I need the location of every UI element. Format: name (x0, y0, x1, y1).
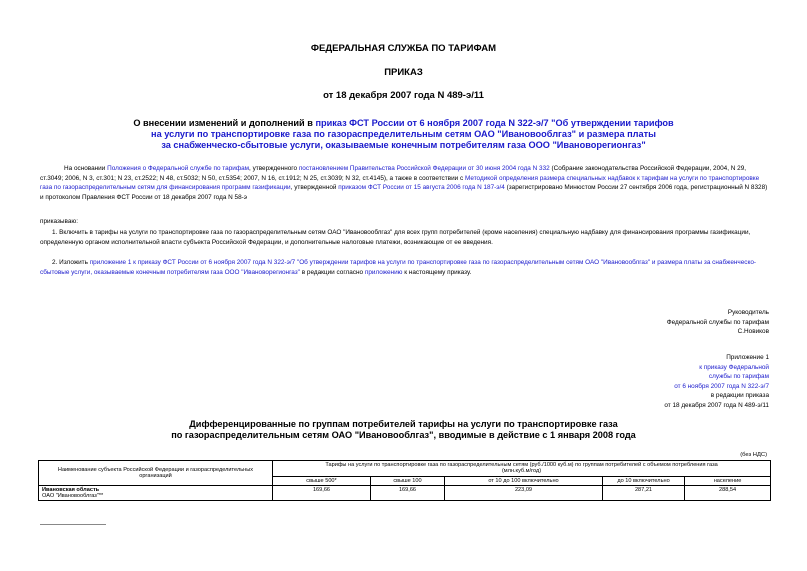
signature-block (667, 308, 769, 337)
table-title-line: Дифференцированные по группам потребителей тарифы на услуги по транспортировке газа (189, 419, 618, 429)
title-line-2[interactable]: на услуги по транспортировке газа по газораспределительным сетям ОАО "Ивановооблгаз" и размера платы (151, 129, 656, 139)
appendix-edition: в редакции приказа (710, 392, 769, 400)
table-header-row (39, 461, 771, 477)
appendix-link[interactable]: службы по тарифам (708, 373, 769, 381)
col-header: от 10 до 100 включительно (445, 476, 603, 485)
preamble-text: , утвержденной (290, 184, 339, 192)
title-link[interactable]: приказ ФСТ России от 6 ноября 2007 года N 322-э/7 "Об утверждении тарифов (315, 118, 674, 128)
doc-type: ПРИКАЗ (384, 67, 423, 78)
tariff-value: 169,66 (273, 486, 371, 501)
order-word: приказываю: (40, 218, 78, 225)
tariff-value: 169,66 (371, 486, 445, 501)
tariff-value: 223,09 (445, 486, 603, 501)
appendix-block (664, 353, 769, 411)
tariff-value: 288,54 (685, 486, 771, 501)
header-tariffs (273, 461, 771, 477)
item-2 (40, 258, 770, 277)
preamble-link-order[interactable]: приказом ФСТ России от 15 августа 2006 года N 187-э/4 (338, 184, 505, 192)
col-header: свыше 500* (273, 476, 371, 485)
preamble (40, 164, 770, 202)
signature-name: С.Новиков (737, 328, 769, 336)
doc-date-number: от 18 декабря 2007 года N 489-э/11 (323, 90, 484, 101)
vat-note: (без НДС) (740, 452, 767, 458)
preamble-text: , утвержденного (249, 165, 299, 172)
preamble-text: (Собрание законодательства Российской Федерации, 2004, N 29, ст.3049; 2006, N 3, ст.301; N 23, ст.2522; N 48, ст.5032; N 50, ст.5354; 2007, N 16, ст.1912; N 25, ст.3039; N 32, ст.4145), а также в соответствии с (40, 165, 747, 182)
title-line-1 (0, 118, 807, 129)
row-subject (39, 486, 273, 501)
doc-title (0, 118, 807, 151)
preamble-text: На основании (64, 165, 108, 172)
appendix-link[interactable]: от 6 ноября 2007 года N 322-э/7 (674, 382, 769, 390)
item-2-text: к настоящему приказу. (402, 268, 472, 276)
preamble-link-regulation[interactable]: Положения о Федеральной службе по тарифам (107, 165, 250, 172)
agency-name: ФЕДЕРАЛЬНАЯ СЛУЖБА ПО ТАРИФАМ (310, 43, 497, 54)
title-prefix: О внесении изменений и дополнений в (133, 118, 316, 128)
region-name: Ивановская область (42, 487, 100, 493)
header-tariffs-text: Тарифы на услуги по транспортировке газа по газораспределительным сетям (руб./1000 куб.м) по группам потребителей с объемом потребления газа (325, 462, 718, 469)
preamble-link-resolution[interactable]: постановлением Правительства Российской Федерации от 30 июня 2004 года N 332 (298, 165, 550, 172)
org-name: ОАО "Ивановооблгаз"** (42, 493, 104, 499)
appendix-edition-date: от 18 декабря 2007 года N 489-э/11 (664, 401, 769, 409)
item-2-link-attachment[interactable]: приложению (364, 268, 403, 276)
table-title-line: по газораспределительным сетям ОАО "Ивановооблгаз", вводимые в действие с 1 января 2008 года (171, 430, 636, 440)
header-subject: Наименование субъекта Российской Федерации и газораспределительных организаций (39, 461, 273, 486)
appendix-link[interactable]: к приказу Федеральной (699, 363, 769, 371)
table-row (39, 486, 771, 501)
title-line-3[interactable]: за снабженческо-сбытовые услуги, оказываемые конечным потребителям газа ООО "Ивановорегионгаз" (161, 140, 646, 150)
preamble-link-methodology[interactable]: Методикой определения размера специальных надбавок к тарифам на услуги по транспортировке газа по газораспределительным сетям для финансирования программ газификации (40, 174, 760, 192)
header-units: (млн.куб.м/год) (501, 468, 542, 475)
table-title (0, 419, 807, 441)
item-2-text: 2. Изложить (52, 259, 90, 266)
col-header: население (685, 476, 771, 485)
signature-organization: Федеральной службы по тарифам (666, 318, 769, 326)
item-2-text: в редакции согласно (299, 268, 365, 276)
preamble-text: (зарегистрировано Минюстом России 27 сентября 2006 года, регистрационный N 8328) и протоколом Правления ФСТ России от 18 декабря 2007 года N 58-э (40, 184, 768, 201)
col-header: свыше 100 (371, 476, 445, 485)
appendix-number: Приложение 1 (726, 354, 769, 361)
item-1: 1. Включить в тарифы на услуги по транспортировке газа по газораспределительным сетям ОАО "Ивановооблгаз" для всех групп потребителей (кроме населения) специальную надбавку для финансирования программы газификации, определенную органом исполнительной власти субъекта Российской Федерации, и дополнительные налоговые платежи, возникающие от ее введения. (40, 229, 751, 246)
footnote-divider (40, 524, 106, 525)
signature-role: Руководитель (727, 309, 769, 316)
item-2-link-appendix[interactable]: приложение 1 к приказу ФСТ России от 6 ноября 2007 года N 322-э/7 "Об утверждении тарифов на услуги по транспортировке газа по газораспределительным сетям ОАО "Ивановооблгаз" и размера платы за снабженческо-сбытовые услуги, оказываемые конечным потребителям газа ООО "Ивановорегионгаз" (40, 259, 757, 276)
col-header: до 10 включительно (603, 476, 685, 485)
tariff-table (38, 460, 771, 501)
tariff-value: 287,21 (603, 486, 685, 501)
